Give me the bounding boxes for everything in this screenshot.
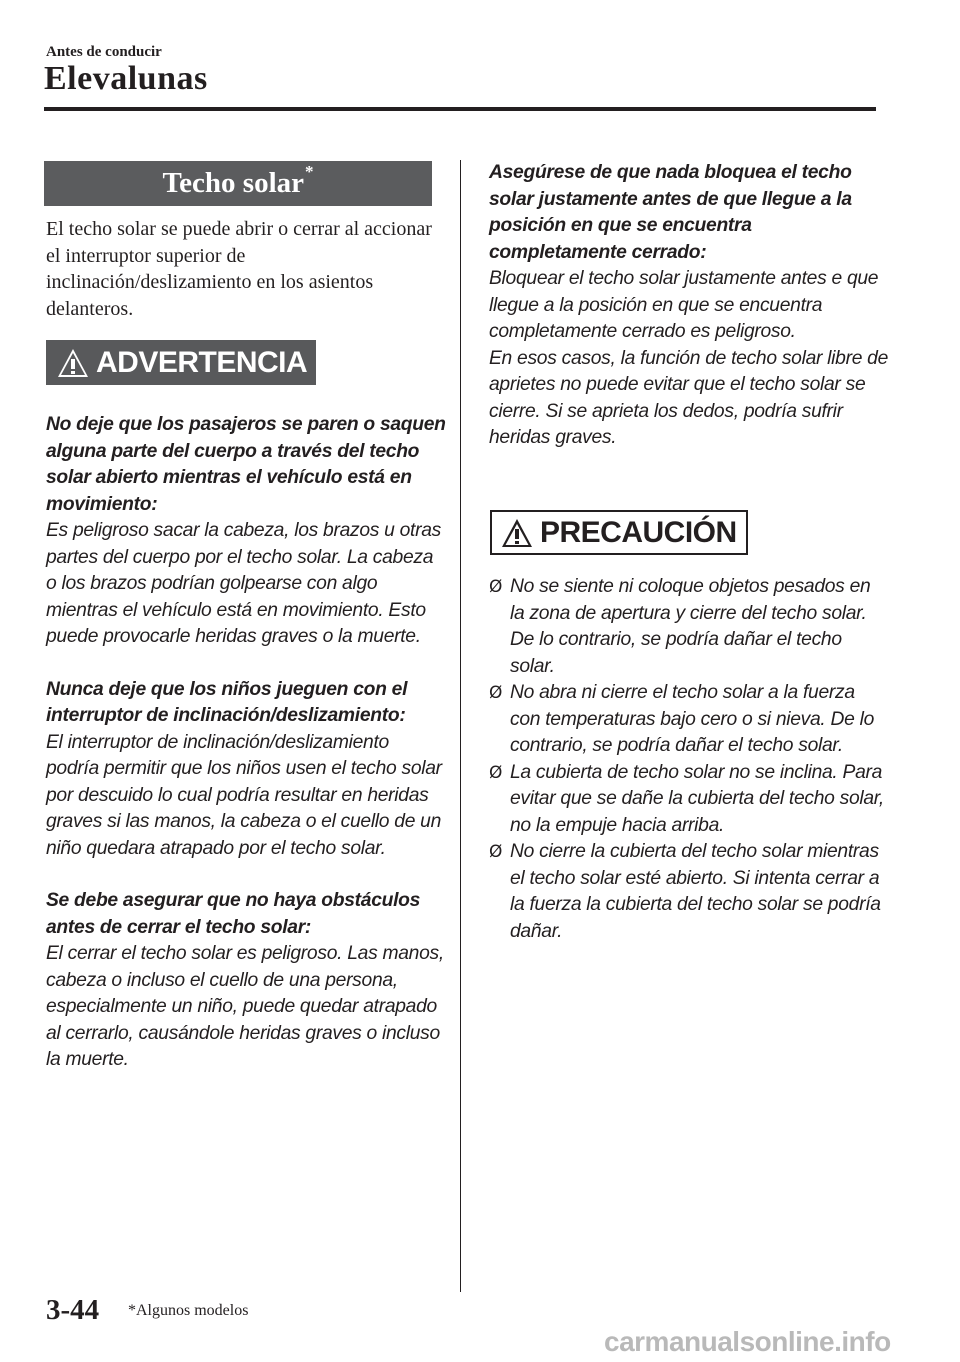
warning-item-3-body: El cerrar el techo solar es peligroso. Las manos, cabeza o incluso el cuello de una persona, especialmente un niño, puede quedar atrapado al cerrarlo, causándole heridas graves o incluso la muerte. (46, 943, 444, 1070)
caution-triangle-icon (500, 517, 534, 549)
warning-item-1-body: Es peligroso sacar la cabeza, los brazos u otras partes del cuerpo por el techo solar. La cabeza o los brazos podrían golpearse con algo mientras el vehículo está en movimiento. Esto puede provocarle heridas graves o la muerte. (46, 520, 441, 647)
caution-item (489, 680, 889, 760)
warning-item-2-body: El interruptor de inclinación/deslizamiento podría permitir que los niños usen el techo solar por descuido lo cual podría resultar en heridas graves si las manos, la cabeza o el cuello de un niño quedara atrapado por el techo solar. (46, 731, 442, 859)
warning-label: ADVERTENCIA (96, 345, 308, 379)
caution-banner (490, 510, 748, 555)
caution-item-text: La cubierta de techo solar no se inclina. Para evitar que se dañe la cubierta del techo solar, no la empuje hacia arriba. (510, 761, 884, 836)
header-rule (44, 107, 876, 111)
page-number: 3-44 (46, 1294, 100, 1326)
watermark: carmanualsonline.info (604, 1326, 891, 1357)
caution-item-text: No cierre la cubierta del techo solar mientras el techo solar esté abierto. Si intenta cerrar a la fuerza la cubierta del techo solar se podría dañar. (510, 841, 881, 942)
caution-item-text: No abra ni cierre el techo solar a la fuerza con temperaturas bajo cero o si nieva. De lo contrario, se podría dañar el techo solar. (510, 682, 875, 756)
section-title (44, 161, 432, 206)
arrow-bullet-icon: Ø (489, 577, 503, 597)
arrow-bullet-icon: Ø (489, 842, 503, 862)
caution-item-text: No se siente ni coloque objetos pesados en la zona de apertura y cierre del techo solar. De lo contrario, se podría dañar el techo solar. (510, 576, 871, 677)
section-title-mark: * (305, 162, 314, 181)
caution-label: PRECAUCIÓN (540, 515, 737, 549)
breadcrumb: Antes de conducir (46, 44, 162, 60)
footnote: *Algunos modelos (128, 1302, 249, 1319)
warning-item-1-heading: No deje que los pasajeros se paren o saquen alguna parte del cuerpo a través del techo solar abierto mientras el vehículo está en movimiento: (46, 414, 446, 515)
caution-item (489, 574, 889, 680)
caution-list (489, 574, 889, 945)
caution-item (489, 839, 889, 945)
warning-item-4-body-line-2: En esos casos, la función de techo solar libre de aprietes no puede evitar que el techo solar se cierre. Si se aprieta los dedos, podría sufrir heridas graves. (489, 347, 889, 448)
warning-item-4-body-line-1: Bloquear el techo solar justamente antes e que llegue a la posición en que se encuentra completamente cerrado es peligroso. (489, 268, 879, 342)
caution-item (489, 760, 889, 840)
warning-items-right (489, 160, 889, 452)
warning-triangle-icon (56, 347, 90, 379)
intro-paragraph: El techo solar se puede abrir o cerrar al accionar el interruptor superior de inclinación/deslizamiento en los asientos delanteros. (46, 218, 432, 320)
warning-item-2-heading: Nunca deje que los niños jueguen con el interruptor de inclinación/deslizamiento: (46, 678, 408, 726)
arrow-bullet-icon: Ø (489, 762, 503, 783)
warning-items-left (46, 412, 446, 1074)
warning-item-3-heading: Se debe asegurar que no haya obstáculos antes de cerrar el techo solar: (46, 890, 421, 938)
warning-item-4-heading: Asegúrese de que nada bloquea el techo solar justamente antes de que llegue a la posición en que se encuentra completamente cerrado: (489, 162, 852, 263)
warning-banner (46, 340, 316, 385)
chapter-title: Elevalunas (44, 60, 208, 97)
arrow-bullet-icon: Ø (489, 683, 503, 703)
column-divider (460, 160, 461, 1292)
section-title-text: Techo solar (162, 167, 305, 199)
